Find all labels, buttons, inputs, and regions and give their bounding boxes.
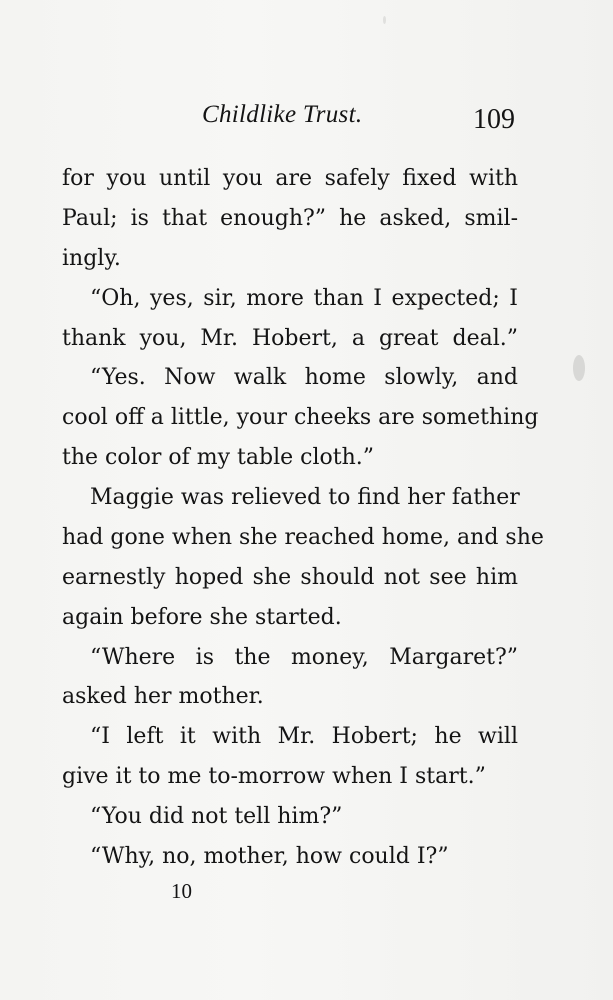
text-line: ingly. — [62, 246, 121, 271]
page-number: 109 — [473, 104, 515, 135]
paper-speck — [573, 355, 585, 381]
text-line: “Why, no, mother, how could I?” — [90, 844, 449, 869]
text-line: “You did not tell him?” — [90, 804, 343, 829]
text-line: the color of my table cloth.” — [62, 445, 374, 470]
signature-mark: 10 — [171, 879, 192, 903]
text-line: “Yes. Now walk home slowly, and — [90, 365, 518, 390]
text-line: earnestly hoped she should not see him — [62, 565, 518, 590]
text-line: asked her mother. — [62, 684, 264, 709]
text-line: Paul; is that enough?” he asked, smil- — [62, 206, 518, 231]
text-line: cool off a little, your cheeks are something — [62, 405, 539, 430]
text-line: thank you, Mr. Hobert, a great deal.” — [62, 326, 518, 351]
text-line: for you until you are safely fixed with — [62, 166, 518, 191]
text-line: give it to me to-morrow when I start.” — [62, 764, 486, 789]
paper-speck — [383, 16, 386, 24]
running-head-title: Childlike Trust. — [202, 101, 363, 128]
text-line: “I left it with Mr. Hobert; he will — [90, 724, 518, 749]
text-line: had gone when she reached home, and she — [62, 525, 544, 550]
text-line: “Where is the money, Margaret?” — [90, 645, 518, 670]
text-line: Maggie was relieved to find her father — [90, 485, 520, 510]
text-line: “Oh, yes, sir, more than I expected; I — [90, 286, 518, 311]
text-line: again before she started. — [62, 605, 342, 630]
